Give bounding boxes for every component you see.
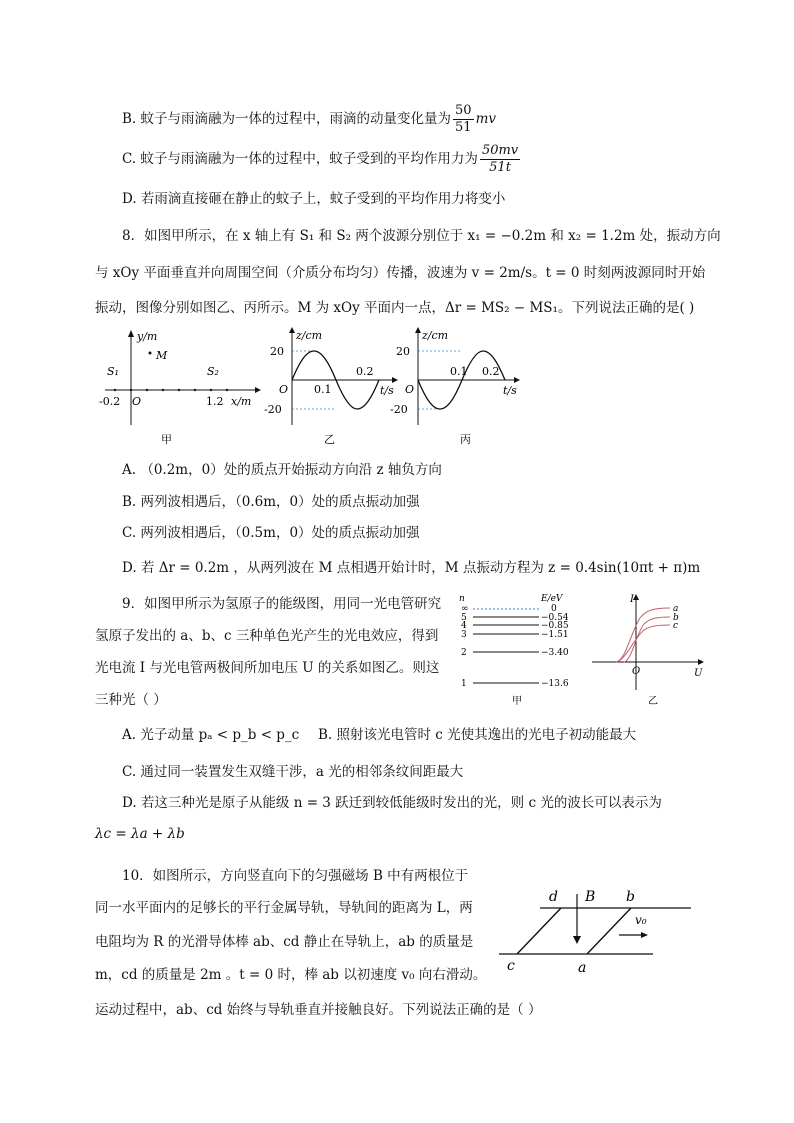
q10-stem-line3: 电阻均为 R 的光滑导体棒 ab、cd 静止在导轨上，ab 的质量是	[95, 934, 474, 950]
curve-b-label: b	[673, 613, 679, 623]
q8-stem-line1: 8．如图甲所示，在 x 轴上有 S₁ 和 S₂ 两个波源分别位于 x₁ = −0.2m 和 x₂ = 1.2m 处，振动方向	[122, 228, 721, 244]
level-e-inf: 0	[551, 604, 557, 614]
q7-option-b: B. 蚊子与雨滴融为一体的过程中，雨滴的动量变化量为 $\frac{50}{51}$ mv	[122, 103, 496, 135]
v0-label: v₀	[635, 913, 647, 927]
point-m-label: M	[156, 349, 168, 362]
q8-option-c: C. 两列波相遇后，（0.5m，0）处的质点振动加强	[122, 525, 420, 541]
q8-stem-line3: 振动，图像分别如图乙、丙所示。M 为 xOy 平面内一点，Δr = MS₂ − MS₁。下列说法正确的是( )	[95, 300, 695, 316]
level-e-3: −1.51	[541, 630, 569, 640]
axis-y-label: y/m	[137, 330, 158, 343]
caption-yi: 乙	[324, 433, 335, 446]
q9-stem-line1: 9．如图甲所示为氢原子的能级图，用同一光电管研究	[122, 596, 442, 612]
figure-jia	[95, 325, 265, 450]
level-e-4: −0.85	[541, 621, 569, 631]
level-e-2: −3.40	[541, 648, 569, 658]
level-n-5: 5	[461, 613, 467, 623]
q10-stem-line4: m，cd 的质量是 2m 。t = 0 时，棒 ab 以初速度 v₀ 向右滑动。	[95, 967, 487, 983]
level-e-1: −13.6	[541, 679, 569, 689]
curve-a-label: a	[673, 604, 679, 614]
level-n-1: 1	[461, 679, 467, 689]
q7-option-d: D. 若雨滴直接砸在静止的蚊子上，蚊子受到的平均作用力将变小	[122, 191, 506, 207]
q10-stem-line2: 同一水平面内的足够长的平行金属导轨，导轨间的距离为 L，两	[95, 900, 473, 916]
b-label: b	[626, 889, 635, 905]
origin-label: O	[279, 383, 289, 396]
y-top-label: 20	[270, 345, 284, 358]
origin-label: O	[132, 395, 142, 408]
origin-label: O	[405, 383, 415, 396]
i-label: I	[630, 594, 634, 605]
figure-energy-levels	[455, 590, 590, 708]
level-n-3: 3	[461, 630, 467, 640]
q9-stem-line4: 三种光（ ）	[95, 692, 167, 708]
level-e-5: −0.54	[541, 613, 569, 623]
axis-z-label: z/cm	[296, 329, 323, 342]
s2-label: S₂	[207, 365, 219, 378]
figure-i-u-curve	[588, 590, 708, 708]
s1-label: S₁	[107, 365, 119, 378]
q9-option-d: D. 若这三种光是原子从能级 n = 3 跃迁到较低能级时发出的光，则 c 光的波长可以表示为	[122, 795, 662, 811]
q10-stem-line1: 10．如图所示，方向竖直向下的匀强磁场 B 中有两根位于	[122, 868, 469, 884]
q7-option-c: C. 蚊子与雨滴融为一体的过程中，蚊子受到的平均作用力为 $\frac{50mv}{51t}$	[122, 143, 519, 175]
tick-right: 1.2	[206, 395, 224, 408]
origin-label: O	[632, 666, 641, 677]
axis-x-label: x/m	[231, 395, 252, 408]
caption-jia: 甲	[161, 433, 172, 446]
caption-bing: 丙	[460, 433, 471, 446]
caption-yi: 乙	[648, 696, 658, 707]
figure-bing	[388, 325, 528, 450]
axis-z-label: z/cm	[422, 329, 449, 342]
curve-c-label: c	[673, 621, 679, 631]
level-n-2: 2	[461, 648, 467, 658]
d-label: d	[549, 889, 558, 905]
n-label: n	[459, 594, 465, 604]
q9-option-b: B. 照射该光电管时 c 光使其逸出的光电子初动能最大	[318, 727, 637, 743]
tick-left: -0.2	[99, 395, 121, 408]
level-n-4: 4	[461, 621, 467, 631]
y-bottom-label: -20	[264, 403, 282, 416]
tick-0.2: 0.2	[482, 365, 500, 378]
axis-t-label: t/s	[503, 384, 517, 397]
y-bottom-label: -20	[390, 403, 408, 416]
e-label: E/eV	[541, 594, 563, 604]
caption-jia: 甲	[512, 696, 522, 707]
q8-option-b: B. 两列波相遇后，（0.6m，0）处的质点振动加强	[122, 494, 420, 510]
axis-t-label: t/s	[380, 384, 394, 397]
y-top-label: 20	[396, 345, 410, 358]
q9-stem-line2: 氢原子发出的 a、b、c 三种单色光产生的光电效应，得到	[95, 628, 439, 644]
fraction: $\frac{50}{51}$	[455, 103, 472, 135]
figure-yi	[262, 325, 402, 450]
level-n-inf: ∞	[461, 604, 469, 614]
c-label: c	[507, 958, 515, 974]
u-label: U	[694, 668, 703, 679]
q9-option-a: A. 光子动量 pₐ < p_b < p_c	[122, 727, 300, 743]
q8-option-d: D. 若 Δr = 0.2m ，从两列波在 M 点相遇开始计时，M 点振动方程为 z = 0.4sin(10πt + π)m	[122, 560, 701, 576]
a-label: a	[578, 960, 587, 976]
tick-0.2: 0.2	[356, 365, 374, 378]
b-field-label: B	[585, 889, 596, 905]
q8-stem-line2: 与 xOy 平面垂直并向周围空间（介质分布均匀）传播，波速为 v = 2m/s。t = 0 时刻两波源同时开始	[95, 265, 706, 281]
q10-stem-line5: 运动过程中，ab、cd 始终与导轨垂直并接触良好。下列说法正确的是（ ）	[95, 1002, 542, 1018]
q9-option-c: C. 通过同一装置发生双缝干涉，a 光的相邻条纹间距最大	[122, 764, 464, 780]
tick-0.1: 0.1	[314, 383, 332, 396]
fraction: $\frac{50mv}{51t}$	[481, 143, 519, 175]
q8-option-a: A. （0.2m，0）处的质点开始振动方向沿 z 轴负方向	[122, 462, 442, 478]
figure-rails	[495, 880, 700, 980]
tick-0.1: 0.1	[450, 365, 468, 378]
q9-stem-line3: 光电流 I 与光电管两极间所加电压 U 的关系如图乙。则这	[95, 660, 440, 676]
q9-option-d-formula: λc = λa + λb	[95, 826, 185, 842]
